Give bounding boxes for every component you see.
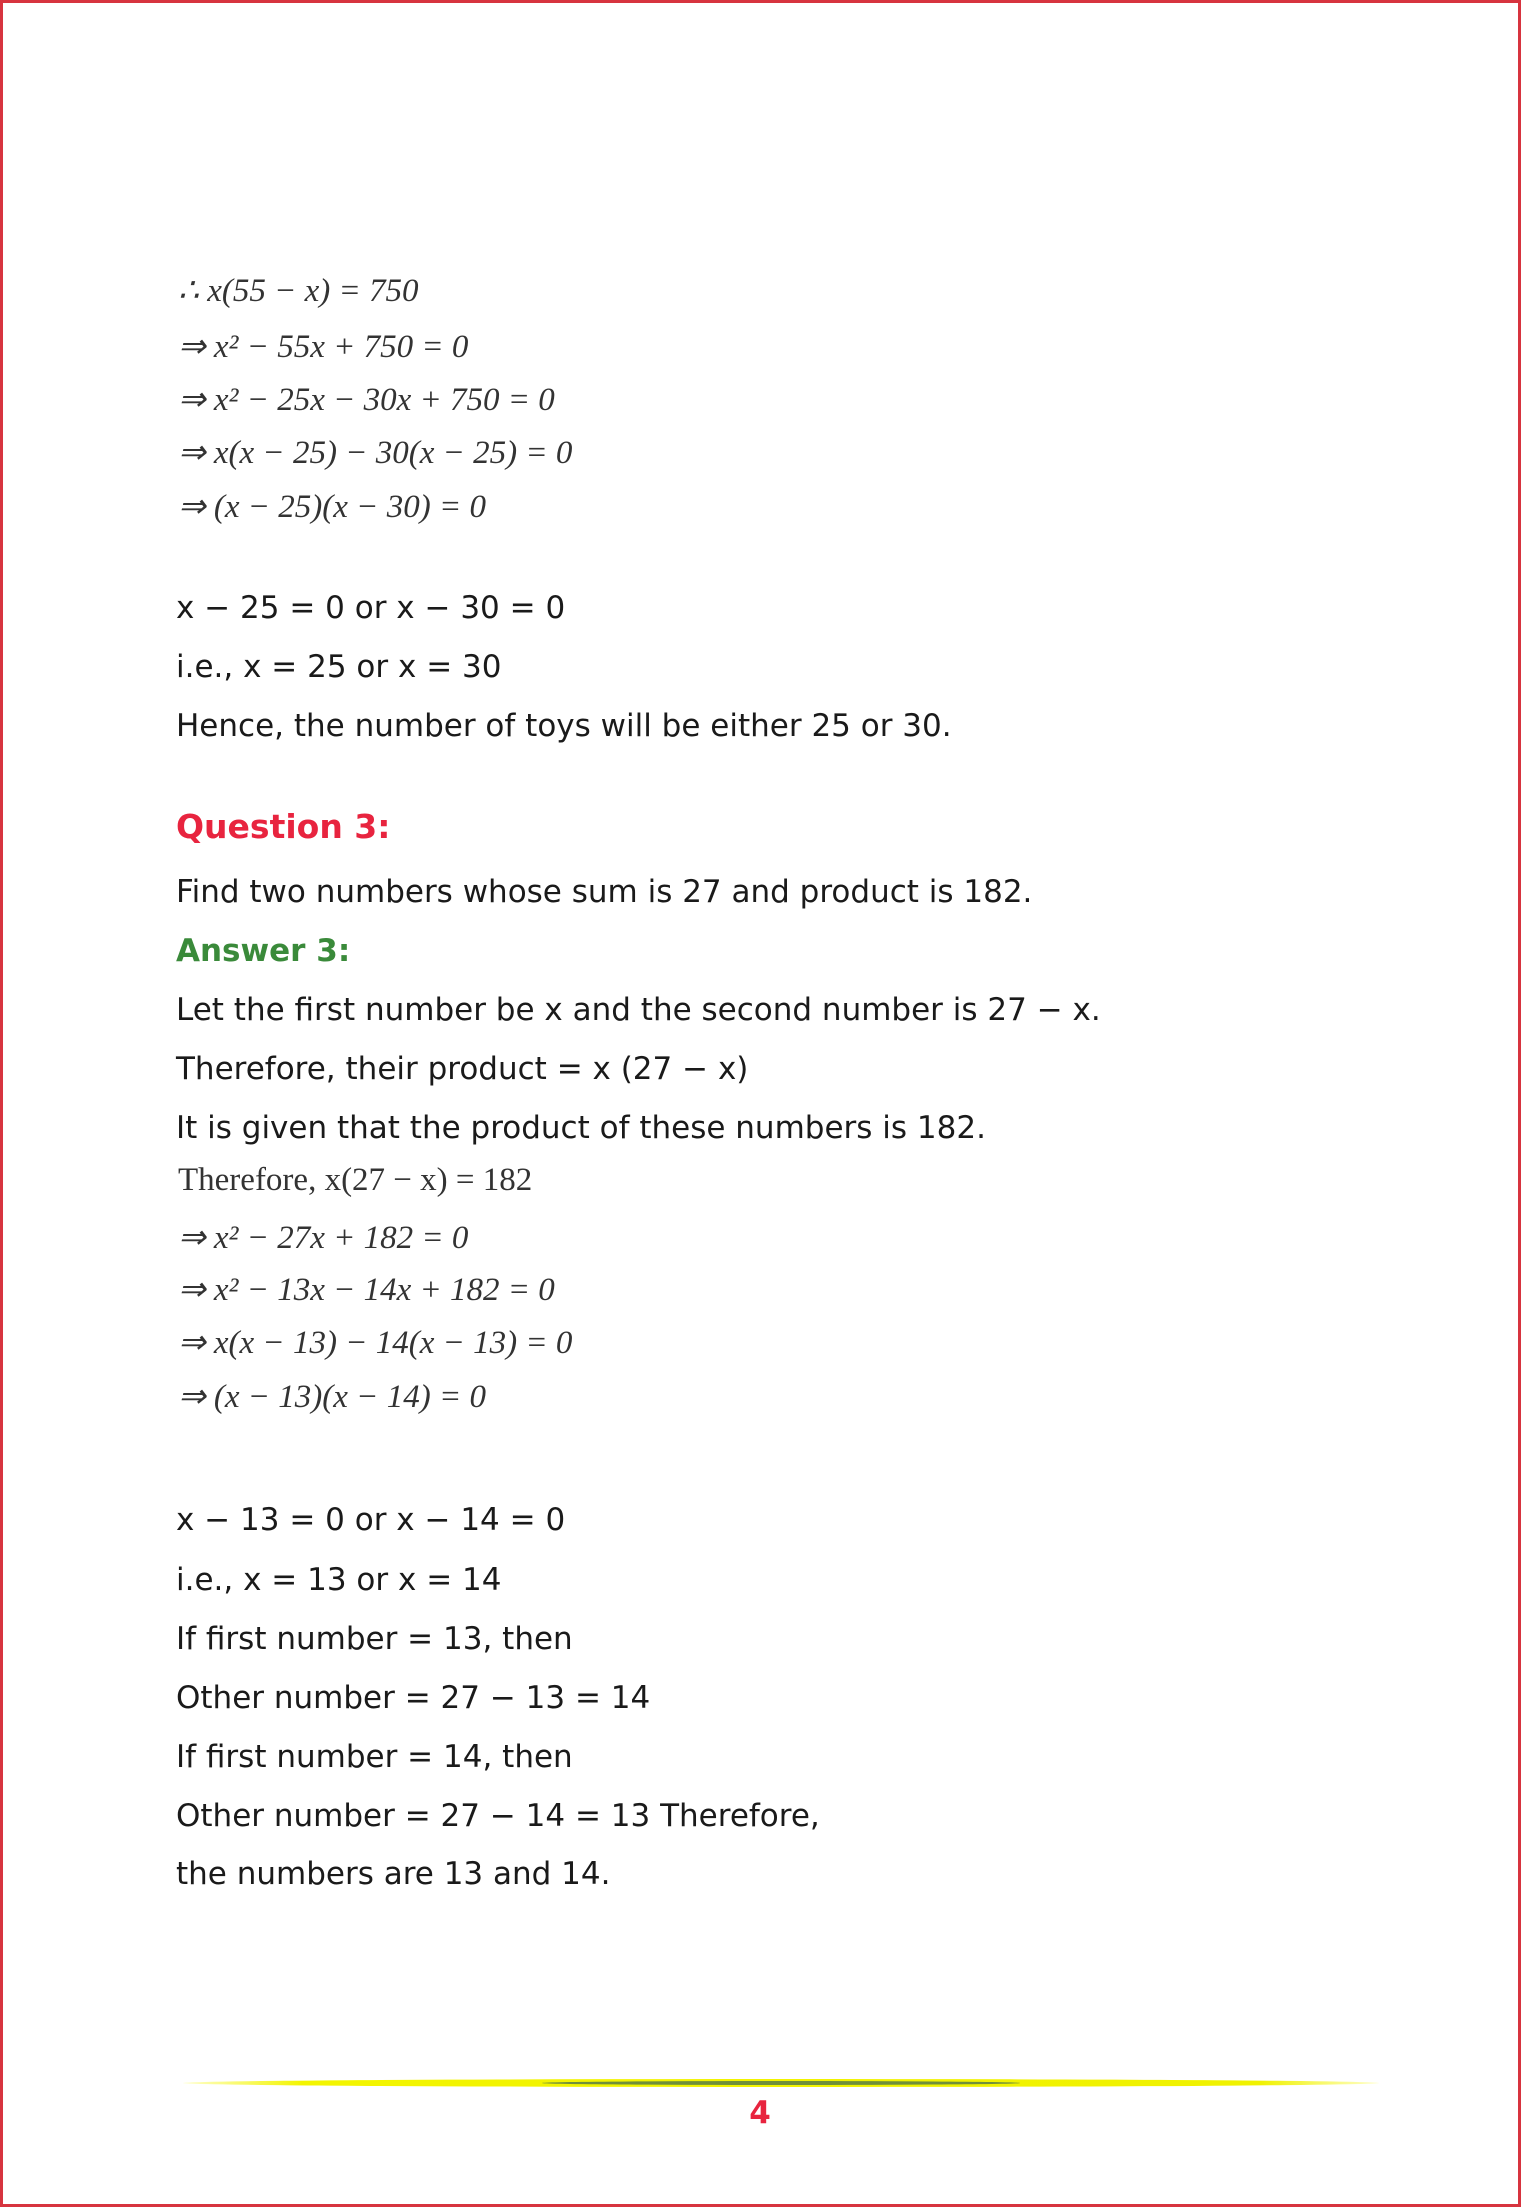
equation-line: ⇒ x² − 25x − 30x + 750 = 0 [178,382,555,418]
text-line: i.e., x = 13 or x = 14 [176,1562,502,1598]
answer-title: Answer 3: [176,933,351,969]
text-line: If first number = 14, then [176,1739,573,1775]
question-title: Question 3: [176,807,391,846]
footer-divider [183,2079,1379,2087]
text-line: If first number = 13, then [176,1621,573,1657]
text-line: Therefore, their product = x (27 − x) [176,1051,749,1087]
equation-line: ⇒ x² − 55x + 750 = 0 [178,329,469,365]
equation-line: ⇒ (x − 25)(x − 30) = 0 [178,489,486,525]
text-line: the numbers are 13 and 14. [176,1856,611,1892]
page-number: 4 [749,2095,771,2131]
text-line: It is given that the product of these numbers is 182. [176,1110,986,1146]
text-line: x − 13 = 0 or x − 14 = 0 [176,1502,566,1538]
text-line: Other number = 27 − 13 = 14 [176,1680,651,1716]
equation-line: ∴ x(55 − x) = 750 [178,273,419,309]
text-line: Other number = 27 − 14 = 13 Therefore, [176,1798,820,1834]
text-line: i.e., x = 25 or x = 30 [176,649,502,685]
question-text: Find two numbers whose sum is 27 and product is 182. [176,874,1033,910]
equation-line: Therefore, x(27 − x) = 182 [178,1162,533,1198]
equation-line: ⇒ x(x − 13) − 14(x − 13) = 0 [178,1325,573,1361]
equation-line: ⇒ x² − 13x − 14x + 182 = 0 [178,1272,555,1308]
equation-line: ⇒ (x − 13)(x − 14) = 0 [178,1379,486,1415]
text-line: x − 25 = 0 or x − 30 = 0 [176,590,566,626]
equation-line: ⇒ x(x − 25) − 30(x − 25) = 0 [178,435,573,471]
equation-line: ⇒ x² − 27x + 182 = 0 [178,1220,469,1256]
text-line: Let the first number be x and the second number is 27 − x. [176,992,1101,1028]
text-line: Hence, the number of toys will be either 25 or 30. [176,708,952,744]
